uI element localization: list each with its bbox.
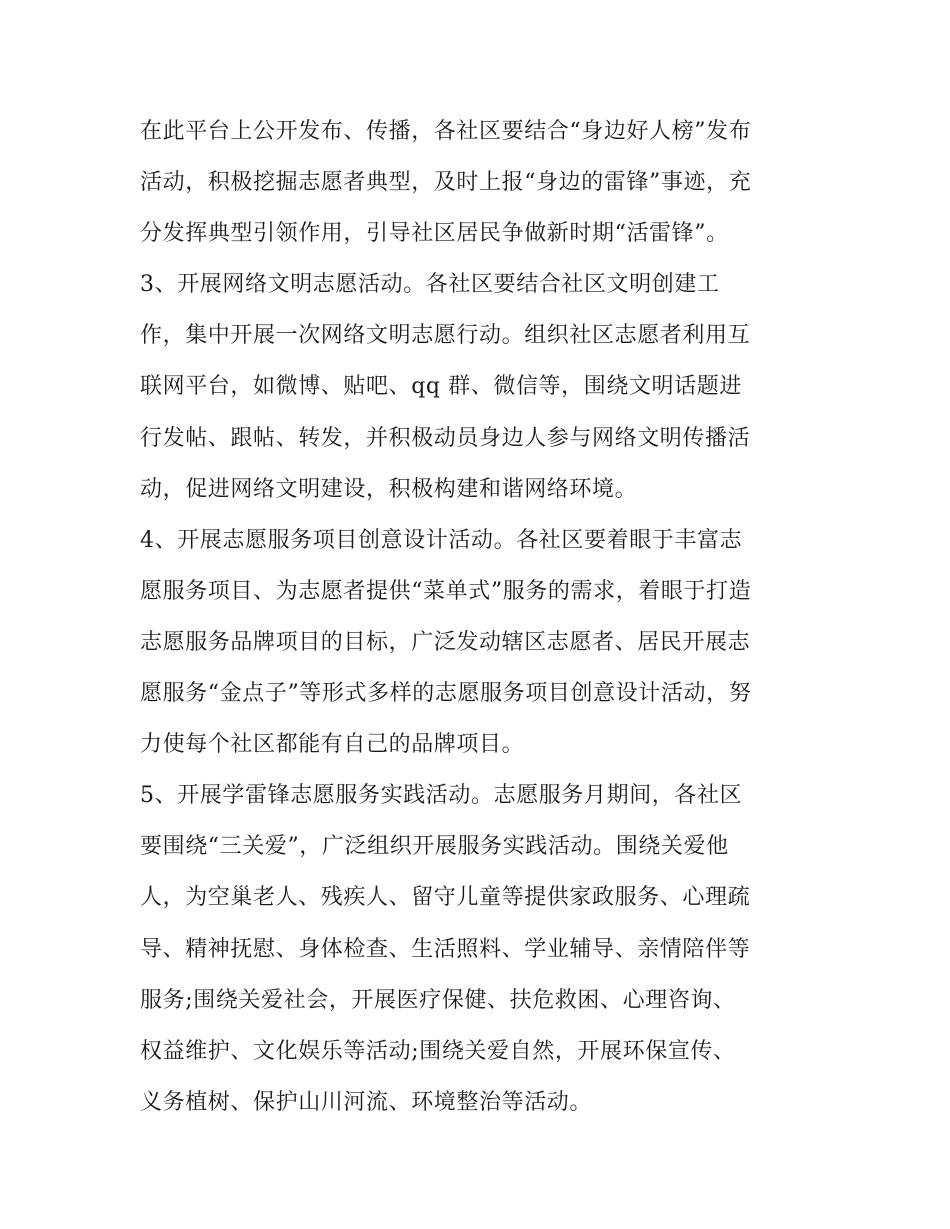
text-line: 活动，积极挖掘志愿者典型，及时上报“身边的雷锋”事迹，充 xyxy=(140,170,752,196)
text-line: 力使每个社区都能有自己的品牌项目。 xyxy=(140,732,525,758)
text-line: 愿服务项目、为志愿者提供“菜单式”服务的需求，着眼于打造 xyxy=(140,578,752,604)
text-line: 权益维护、文化娱乐等活动;围绕关爱自然，开展环保宣传、 xyxy=(140,1038,736,1064)
text-line: 要围绕“三关爱”，广泛组织开展服务实践活动。围绕关爱他 xyxy=(140,834,729,860)
text-line: 人，为空巢老人、残疾人、留守儿童等提供家政服务、心理疏 xyxy=(140,885,751,911)
section-5-heading-line: 5、开展学雷锋志愿服务实践活动。志愿服务月期间，各社区 xyxy=(140,783,743,809)
text-line: 志愿服务品牌项目的目标，广泛发动辖区志愿者、居民开展志 xyxy=(140,629,751,655)
text-line: 服务;围绕关爱社会，开展医疗保健、扶危救困、心理咨询、 xyxy=(140,987,736,1013)
text-line: 作，集中开展一次网络文明志愿行动。组织社区志愿者利用互 xyxy=(140,323,751,349)
text-line: 行发帖、跟帖、转发，并积极动员身边人参与网络文明传播活 xyxy=(140,425,751,451)
section-4-heading-line: 4、开展志愿服务项目创意设计活动。各社区要着眼于丰富志 xyxy=(140,527,743,553)
text-line: 在此平台上公开发布、传播，各社区要结合“身边好人榜”发布 xyxy=(140,119,752,144)
text-line: 愿服务“金点子”等形式多样的志愿服务项目创意设计活动，努 xyxy=(140,681,752,707)
text-line: 导、精神抚慰、身体检查、生活照料、学业辅导、亲情陪伴等 xyxy=(140,936,751,962)
section-3-heading-line: 3、开展网络文明志愿活动。各社区要结合社区文明创建工 xyxy=(140,272,720,298)
text-line: 联网平台，如微博、贴吧、qq 群、微信等，围绕文明话题进 xyxy=(140,374,742,400)
text-line: 动，促进网络文明建设，积极构建和谐网络环境。 xyxy=(140,476,638,502)
body-text xyxy=(140,106,840,1128)
text-line: 分发挥典型引领作用，引导社区居民争做新时期“活雷锋”。 xyxy=(140,221,729,247)
text-line: 义务植树、保护山川河流、环境整治等活动。 xyxy=(140,1089,593,1115)
